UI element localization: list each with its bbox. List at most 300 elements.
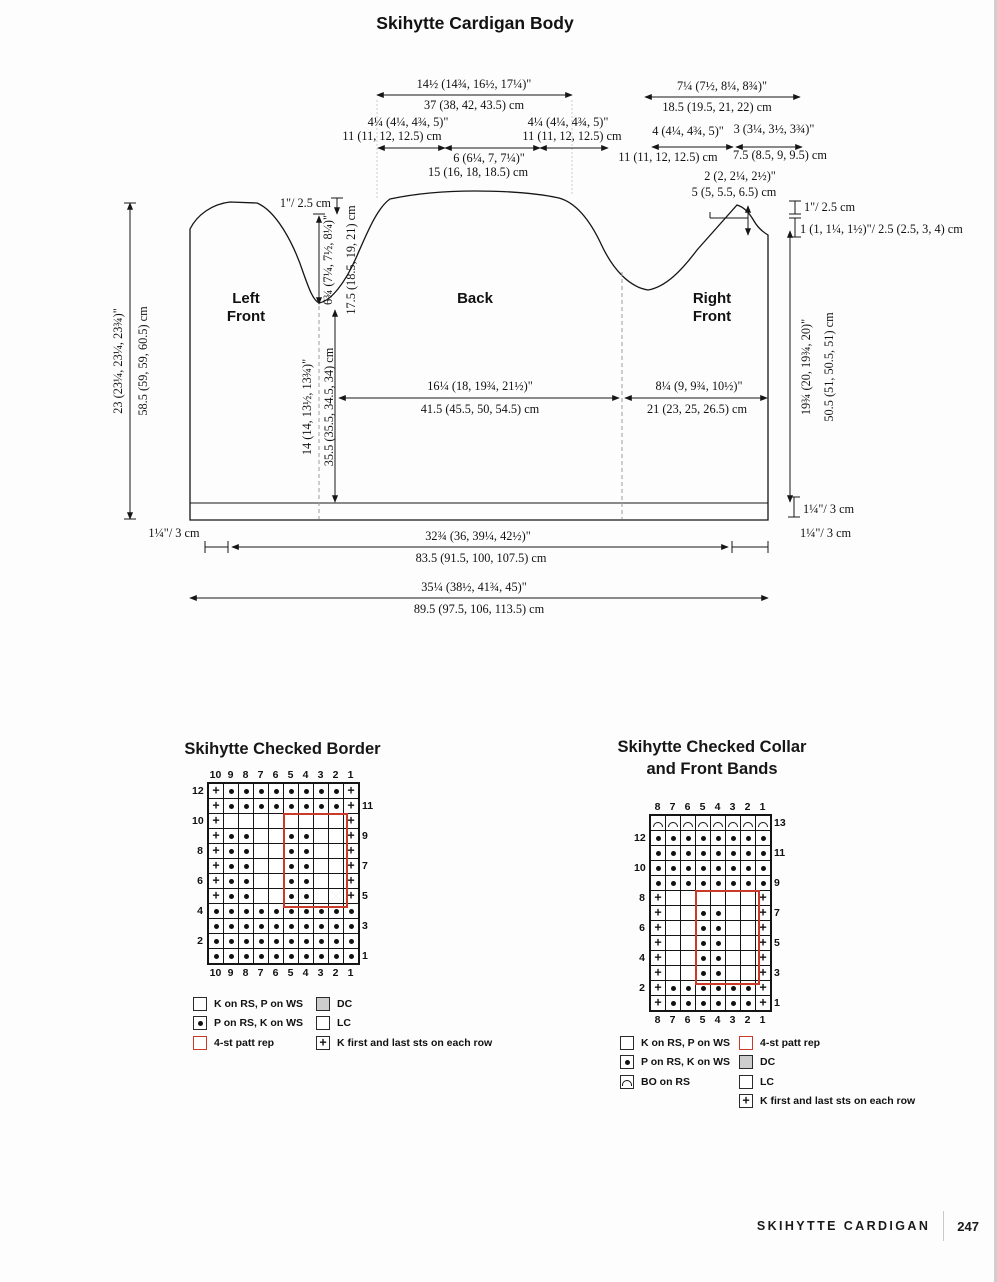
chart-number: 3 xyxy=(729,1014,736,1026)
chart-cell xyxy=(254,799,269,814)
chart-number: 6 xyxy=(639,922,645,934)
chart-cell xyxy=(209,814,224,829)
chart-cell xyxy=(681,981,696,996)
chart-cell xyxy=(254,874,269,889)
chart-cell xyxy=(726,966,741,981)
chart-cell xyxy=(224,949,239,964)
chart-cell xyxy=(269,829,284,844)
legend-item xyxy=(316,995,352,1012)
chart-cell xyxy=(269,934,284,949)
chart-number: 1 xyxy=(759,1014,766,1026)
chart-cell xyxy=(756,831,771,846)
collar-chart-title-line2: and Front Bands xyxy=(646,760,778,779)
legend-symbol-K xyxy=(193,997,207,1011)
chart-cell xyxy=(666,846,681,861)
legend-symbol-R xyxy=(739,1036,753,1050)
chart-number: 3 xyxy=(729,801,736,813)
chart-cell xyxy=(224,799,239,814)
dim-right-band: 1¼"/ 3 cm xyxy=(800,526,852,540)
front-neck-bracket xyxy=(710,212,748,218)
legend-item xyxy=(620,1054,730,1071)
chart-cell xyxy=(756,921,771,936)
chart-cell xyxy=(651,936,666,951)
knit-chart-grid xyxy=(650,815,771,1011)
dim-width-total-in: 35¼ (38½, 41¾, 45)" xyxy=(421,580,527,594)
chart-cell xyxy=(284,934,299,949)
chart-cell xyxy=(299,784,314,799)
chart-cell xyxy=(711,906,726,921)
chart-cell xyxy=(711,876,726,891)
chart-cell xyxy=(726,951,741,966)
chart-cell xyxy=(314,799,329,814)
dim-hem-height: 1¼"/ 3 cm xyxy=(803,502,855,516)
chart-number: 1 xyxy=(347,769,354,781)
border-chart-title xyxy=(160,738,405,760)
legend-item xyxy=(739,1034,820,1051)
chart-cell xyxy=(666,861,681,876)
dim-back-neck-cm: 15 (16, 18, 18.5) cm xyxy=(427,165,529,179)
chart-cell xyxy=(681,861,696,876)
chart-number: 10 xyxy=(192,815,204,827)
dim-right-neck-drop-2: 1 (1, 1¼, 1½)"/ 2.5 (2.5, 3, 4) cm xyxy=(800,222,963,236)
chart-cell xyxy=(254,829,269,844)
legend-item xyxy=(739,1093,915,1110)
chart-number: 2 xyxy=(744,801,751,813)
chart-number: 4 xyxy=(714,1014,721,1026)
chart-cell xyxy=(269,814,284,829)
chart-cell xyxy=(299,844,314,859)
chart-number: 4 xyxy=(302,769,309,781)
chart-cell xyxy=(224,919,239,934)
chart-cell xyxy=(299,934,314,949)
chart-cell xyxy=(741,861,756,876)
chart-cell xyxy=(741,816,756,831)
chart-cell xyxy=(741,996,756,1011)
chart-number: 9 xyxy=(227,769,234,781)
chart-cell xyxy=(299,814,314,829)
chart-number: 3 xyxy=(317,967,324,979)
chart-number: 2 xyxy=(197,935,203,947)
legend-label: P on RS, K on WS xyxy=(214,1017,304,1029)
legend-label: DC xyxy=(760,1056,776,1068)
chart-cell xyxy=(314,904,329,919)
footer-page-number: 247 xyxy=(957,1218,979,1234)
panel-back: Back xyxy=(457,290,493,307)
dim-side-length-in: 19¾ (20, 19¾, 20)" xyxy=(799,318,813,416)
chart-number: 8 xyxy=(654,801,661,813)
dim-right-shoulder-cm: 11 (11, 12, 12.5) cm xyxy=(522,129,622,143)
chart-cell xyxy=(756,966,771,981)
chart-cell xyxy=(726,846,741,861)
chart-cell xyxy=(224,889,239,904)
chart-cell xyxy=(329,799,344,814)
legend-label: BO on RS xyxy=(641,1075,690,1088)
chart-cell xyxy=(681,831,696,846)
chart-cell xyxy=(284,949,299,964)
chart-cell xyxy=(329,904,344,919)
chart-number: 3 xyxy=(362,920,368,932)
chart-cell xyxy=(239,934,254,949)
chart-cell xyxy=(681,936,696,951)
chart-number: 6 xyxy=(272,967,279,979)
chart-cell xyxy=(209,859,224,874)
chart-cell xyxy=(344,799,359,814)
chart-cell xyxy=(756,936,771,951)
chart-number: 6 xyxy=(684,1014,691,1026)
chart-number: 5 xyxy=(287,967,294,979)
chart-cell xyxy=(696,921,711,936)
chart-cell xyxy=(344,904,359,919)
chart-cell xyxy=(741,876,756,891)
chart-cell xyxy=(681,906,696,921)
chart-cell xyxy=(284,889,299,904)
chart-cell xyxy=(344,934,359,949)
panel-right-front: Right xyxy=(692,290,732,307)
chart-number: 12 xyxy=(634,832,646,844)
chart-number: 7 xyxy=(774,907,780,919)
chart-cell xyxy=(666,921,681,936)
chart-number: 1 xyxy=(362,950,368,962)
chart-cell xyxy=(651,816,666,831)
chart-number: 5 xyxy=(774,937,780,949)
chart-cell xyxy=(666,996,681,1011)
chart-cell xyxy=(284,844,299,859)
chart-cell xyxy=(224,814,239,829)
chart-cell xyxy=(284,919,299,934)
chart-number: 2 xyxy=(332,769,339,781)
chart-cell xyxy=(239,919,254,934)
chart-cell xyxy=(329,874,344,889)
chart-cell xyxy=(741,921,756,936)
chart-cell xyxy=(741,831,756,846)
chart-cell xyxy=(209,799,224,814)
chart-cell xyxy=(239,874,254,889)
chart-cell xyxy=(726,996,741,1011)
dim-right-front-width-in: 8¼ (9, 9¾, 10½)" xyxy=(655,379,743,393)
chart-cell xyxy=(284,904,299,919)
chart-cell xyxy=(254,919,269,934)
chart-cell xyxy=(726,936,741,951)
chart-cell xyxy=(696,966,711,981)
legend-label: K on RS, P on WS xyxy=(641,1036,731,1049)
chart-cell xyxy=(726,921,741,936)
chart-cell xyxy=(254,859,269,874)
chart-cell xyxy=(224,829,239,844)
chart-cell xyxy=(239,784,254,799)
chart-cell xyxy=(711,981,726,996)
chart-cell xyxy=(651,996,666,1011)
legend-symbol-P xyxy=(620,1055,634,1069)
chart-number: 11 xyxy=(362,800,374,812)
chart-cell xyxy=(681,966,696,981)
chart-cell xyxy=(696,846,711,861)
chart-number: 12 xyxy=(192,785,204,797)
chart-cell xyxy=(314,784,329,799)
chart-cell xyxy=(711,846,726,861)
chart-cell xyxy=(314,829,329,844)
chart-cell xyxy=(666,951,681,966)
chart-cell xyxy=(299,859,314,874)
chart-cell xyxy=(299,874,314,889)
chart-cell xyxy=(651,891,666,906)
chart-cell xyxy=(681,816,696,831)
page-footer xyxy=(757,1211,979,1241)
chart-cell xyxy=(254,934,269,949)
chart-cell xyxy=(269,784,284,799)
chart-cell xyxy=(726,861,741,876)
chart-cell xyxy=(299,949,314,964)
chart-cell xyxy=(209,904,224,919)
dim-front-neck-width-cm: 5 (5, 5.5, 6.5) cm xyxy=(691,185,777,199)
chart-number: 9 xyxy=(774,877,780,889)
chart-cell xyxy=(741,936,756,951)
chart-number: 5 xyxy=(699,801,706,813)
chart-cell xyxy=(696,996,711,1011)
legend-label: 4-st patt rep xyxy=(760,1036,821,1049)
chart-cell xyxy=(741,891,756,906)
chart-cell xyxy=(314,874,329,889)
chart-cell xyxy=(666,876,681,891)
chart-number: 4 xyxy=(302,967,309,979)
chart-cell xyxy=(344,919,359,934)
chart-cell xyxy=(329,934,344,949)
chart-cell xyxy=(209,874,224,889)
chart-cell xyxy=(756,891,771,906)
chart-cell xyxy=(726,906,741,921)
chart-number: 5 xyxy=(362,890,368,902)
legend-item xyxy=(739,1073,774,1090)
chart-cell xyxy=(681,951,696,966)
chart-cell xyxy=(681,891,696,906)
dim-right-front-neck-in: 3 (3¼, 3½, 3¾)" xyxy=(733,122,815,136)
chart-cell xyxy=(741,951,756,966)
chart-number: 1 xyxy=(347,967,354,979)
chart-cell xyxy=(651,831,666,846)
legend-label: P on RS, K on WS xyxy=(641,1056,731,1068)
collar-chart-title xyxy=(597,736,827,781)
chart-cell xyxy=(254,844,269,859)
dim-back-neck-in: 6 (6¼, 7, 7¼)" xyxy=(453,151,525,165)
chart-cell xyxy=(756,996,771,1011)
chart-cell xyxy=(711,861,726,876)
legend-symbol-P xyxy=(193,1016,207,1030)
dim-total-length-cm: 58.5 (59, 59, 60.5) cm xyxy=(136,306,150,416)
chart-number: 1 xyxy=(759,801,766,813)
footer-divider xyxy=(943,1211,944,1241)
chart-number: 9 xyxy=(362,830,368,842)
chart-cell xyxy=(329,889,344,904)
chart-cell xyxy=(756,981,771,996)
chart-cell xyxy=(239,814,254,829)
chart-number: 10 xyxy=(209,967,222,979)
panel-right-front-2: Front xyxy=(692,308,732,325)
chart-cell xyxy=(269,799,284,814)
chart-cell xyxy=(756,876,771,891)
chart-cell xyxy=(314,949,329,964)
chart-cell xyxy=(269,844,284,859)
chart-cell xyxy=(711,996,726,1011)
chart-cell xyxy=(239,799,254,814)
chart-cell xyxy=(254,904,269,919)
chart-cell xyxy=(696,831,711,846)
chart-number: 8 xyxy=(654,1014,661,1026)
dim-left-neck-drop: 1"/ 2.5 cm xyxy=(279,196,331,210)
chart-cell xyxy=(314,814,329,829)
chart-number: 13 xyxy=(774,817,786,829)
chart-number: 3 xyxy=(317,769,324,781)
border-chart-title-text: Skihytte Checked Border xyxy=(184,740,381,758)
legend-item xyxy=(193,1034,274,1051)
legend-symbol-K xyxy=(620,1036,634,1050)
dim-width-total-cm: 89.5 (97.5, 106, 113.5) cm xyxy=(413,602,545,616)
chart-cell xyxy=(696,981,711,996)
legend-item xyxy=(739,1054,775,1071)
chart-cell xyxy=(681,876,696,891)
chart-cell xyxy=(651,906,666,921)
chart-cell xyxy=(314,859,329,874)
legend-symbol-L xyxy=(739,1075,753,1089)
chart-cell xyxy=(239,844,254,859)
chart-cell xyxy=(239,829,254,844)
legend-symbol-E xyxy=(739,1094,753,1108)
chart-cell xyxy=(269,889,284,904)
chart-cell xyxy=(239,859,254,874)
chart-cell xyxy=(254,784,269,799)
chart-cell xyxy=(209,889,224,904)
knit-chart-grid xyxy=(208,783,359,964)
chart-number: 9 xyxy=(227,967,234,979)
dim-right-front-shoulder-cm: 11 (11, 12, 12.5) cm xyxy=(618,150,718,164)
chart-cell xyxy=(239,889,254,904)
chart-cell xyxy=(666,966,681,981)
chart-cell xyxy=(681,996,696,1011)
chart-cell xyxy=(254,949,269,964)
chart-cell xyxy=(344,784,359,799)
chart-cell xyxy=(314,919,329,934)
chart-number: 8 xyxy=(639,892,645,904)
dim-back-width-in: 16¼ (18, 19¾, 21½)" xyxy=(427,379,533,393)
chart-number: 7 xyxy=(257,967,264,979)
chart-cell xyxy=(696,936,711,951)
chart-number: 4 xyxy=(639,952,645,964)
legend-label: DC xyxy=(337,997,353,1010)
chart-cell xyxy=(666,936,681,951)
chart-cell xyxy=(329,949,344,964)
chart-number: 7 xyxy=(669,801,676,813)
dim-right-front-shoulder-in: 4 (4¼, 4¾, 5)" xyxy=(652,124,724,138)
chart-cell xyxy=(726,981,741,996)
chart-cell xyxy=(224,784,239,799)
chart-cell xyxy=(209,784,224,799)
dim-back-width-cm: 41.5 (45.5, 50, 54.5) cm xyxy=(420,402,540,416)
ibeam-right-1 xyxy=(789,201,801,214)
chart-cell xyxy=(209,844,224,859)
chart-cell xyxy=(711,966,726,981)
chart-cell xyxy=(224,859,239,874)
chart-cell xyxy=(741,906,756,921)
chart-cell xyxy=(666,906,681,921)
chart-number: 7 xyxy=(362,860,368,872)
chart-cell xyxy=(756,846,771,861)
dim-width-no-bands-cm: 83.5 (91.5, 100, 107.5) cm xyxy=(415,551,547,565)
chart-number: 7 xyxy=(669,1014,676,1026)
legend-symbol-D xyxy=(316,997,330,1011)
dim-left-band: 1¼"/ 3 cm xyxy=(148,526,200,540)
schematic-diagram xyxy=(0,0,997,640)
chart-cell xyxy=(681,846,696,861)
dim-left-shoulder-in: 4¼ (4¼, 4¾, 5)" xyxy=(367,115,449,129)
chart-cell xyxy=(741,981,756,996)
chart-cell xyxy=(284,859,299,874)
chart-cell xyxy=(344,949,359,964)
dim-right-front-top-cm: 18.5 (19.5, 21, 22) cm xyxy=(662,100,772,114)
chart-cell xyxy=(299,919,314,934)
chart-number: 8 xyxy=(242,967,249,979)
chart-cell xyxy=(666,831,681,846)
left-band-ticks xyxy=(205,541,228,553)
chart-cell xyxy=(269,904,284,919)
chart-cell xyxy=(299,799,314,814)
chart-number: 1 xyxy=(774,997,780,1009)
right-band-ticks xyxy=(732,541,768,553)
dim-side-length-cm: 50.5 (51, 50.5, 51) cm xyxy=(822,312,836,422)
chart-cell xyxy=(209,829,224,844)
chart-cell xyxy=(329,829,344,844)
chart-number: 5 xyxy=(699,1014,706,1026)
legend-symbol-D xyxy=(739,1055,753,1069)
chart-cell xyxy=(666,891,681,906)
dim-yoke-depth-in: 6¾ (7¼, 7½, 8¼)" xyxy=(321,214,335,306)
chart-cell xyxy=(756,951,771,966)
chart-cell xyxy=(344,889,359,904)
chart-cell xyxy=(756,906,771,921)
chart-cell xyxy=(666,816,681,831)
border-chart-legend xyxy=(193,995,493,1057)
chart-cell xyxy=(696,816,711,831)
chart-cell xyxy=(756,861,771,876)
chart-cell xyxy=(651,966,666,981)
chart-cell xyxy=(651,921,666,936)
chart-cell xyxy=(696,891,711,906)
chart-number: 10 xyxy=(634,862,646,874)
chart-cell xyxy=(269,859,284,874)
dim-left-shoulder-cm: 11 (11, 12, 12.5) cm xyxy=(342,129,442,143)
legend-label: K first and last sts on each row xyxy=(760,1095,916,1107)
chart-cell xyxy=(209,919,224,934)
legend-item xyxy=(193,1015,303,1032)
chart-cell xyxy=(284,784,299,799)
chart-cell xyxy=(666,981,681,996)
legend-label: K first and last sts on each row xyxy=(337,1036,493,1049)
chart-cell xyxy=(329,919,344,934)
chart-cell xyxy=(329,859,344,874)
chart-number: 6 xyxy=(197,875,203,887)
dim-width-no-bands-in: 32¾ (36, 39¼, 42½)" xyxy=(425,529,531,543)
chart-cell xyxy=(239,904,254,919)
chart-cell xyxy=(711,816,726,831)
panel-left-front-2: Front xyxy=(226,308,266,325)
border-chart-grid xyxy=(192,768,402,983)
chart-cell xyxy=(239,949,254,964)
chart-cell xyxy=(711,951,726,966)
dim-back-top-in: 14½ (14¾, 16½, 17¼)" xyxy=(416,77,532,91)
chart-cell xyxy=(269,874,284,889)
legend-symbol-E xyxy=(316,1036,330,1050)
legend-item xyxy=(193,995,303,1012)
chart-cell xyxy=(741,846,756,861)
chart-cell xyxy=(726,816,741,831)
chart-cell xyxy=(209,934,224,949)
